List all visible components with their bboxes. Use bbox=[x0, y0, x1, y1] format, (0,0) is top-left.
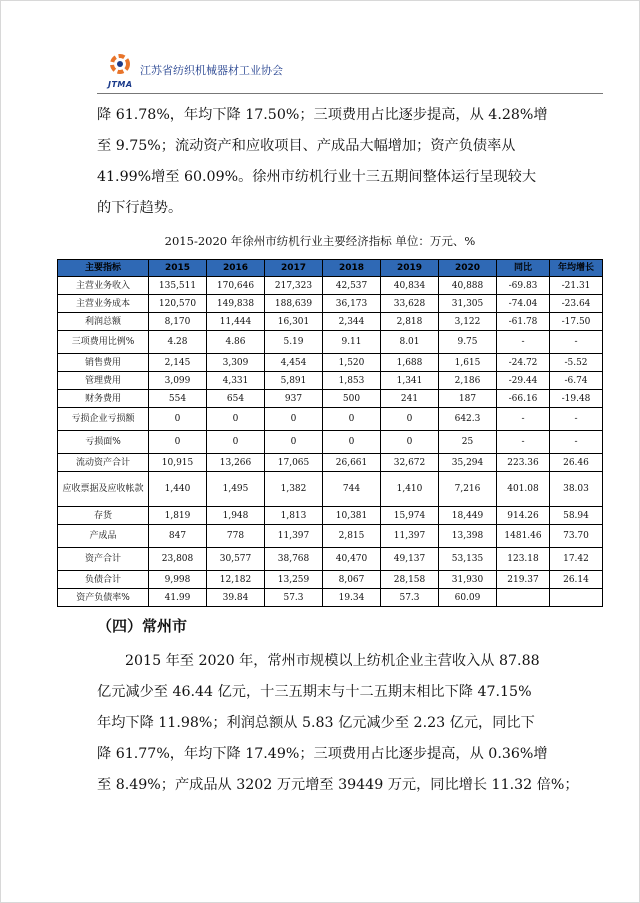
table-cell: 41.99 bbox=[149, 589, 207, 607]
table-cell: 36,173 bbox=[323, 295, 381, 313]
table-cell: - bbox=[497, 331, 550, 354]
table-row bbox=[58, 507, 603, 525]
table-cell: 2,815 bbox=[323, 525, 381, 548]
row-label-cell: 流动资产合计 bbox=[58, 454, 149, 472]
paragraph-xuzhou-summary bbox=[97, 100, 617, 224]
header-divider bbox=[97, 93, 603, 94]
row-label-cell: 存货 bbox=[58, 507, 149, 525]
table-cell: 10,915 bbox=[149, 454, 207, 472]
table-cell: 42,537 bbox=[323, 277, 381, 295]
table-cell: -19.48 bbox=[550, 390, 603, 408]
table-cell: -74.04 bbox=[497, 295, 550, 313]
table-cell: 1,813 bbox=[265, 507, 323, 525]
table-cell: 13,266 bbox=[207, 454, 265, 472]
table-cell: - bbox=[497, 431, 550, 454]
section-heading-changzhou: （四）常州市 bbox=[97, 617, 188, 635]
table-cell: 3,309 bbox=[207, 354, 265, 372]
table-cell: 4.86 bbox=[207, 331, 265, 354]
paragraph-line: 2015 年至 2020 年，常州市规模以上纺机企业主营收入从 87.88 bbox=[125, 653, 540, 669]
row-label-cell: 产成品 bbox=[58, 525, 149, 548]
table-cell: 149,838 bbox=[207, 295, 265, 313]
table-cell: 17.42 bbox=[550, 548, 603, 571]
table-cell: 188,639 bbox=[265, 295, 323, 313]
table-cell: 2,186 bbox=[439, 372, 497, 390]
table-cell: 135,511 bbox=[149, 277, 207, 295]
row-label-cell: 亏损面% bbox=[58, 431, 149, 454]
table-cell: 1,853 bbox=[323, 372, 381, 390]
row-label-cell: 利润总额 bbox=[58, 313, 149, 331]
table-row bbox=[58, 390, 603, 408]
row-label-cell: 主营业务成本 bbox=[58, 295, 149, 313]
table-cell: 8,067 bbox=[323, 571, 381, 589]
table-cell: 73.70 bbox=[550, 525, 603, 548]
table-cell: 3,122 bbox=[439, 313, 497, 331]
table-cell bbox=[550, 589, 603, 607]
table-cell: -21.31 bbox=[550, 277, 603, 295]
table-cell: 5.19 bbox=[265, 331, 323, 354]
row-label-cell: 销售费用 bbox=[58, 354, 149, 372]
table-cell: -29.44 bbox=[497, 372, 550, 390]
column-header: 2015 bbox=[149, 260, 207, 277]
table-cell: 1481.46 bbox=[497, 525, 550, 548]
row-label-cell: 资产负债率% bbox=[58, 589, 149, 607]
table-cell: 0 bbox=[381, 408, 439, 431]
table-cell: 7,216 bbox=[439, 472, 497, 507]
row-label-cell: 主营业务收入 bbox=[58, 277, 149, 295]
logo-text: JTMA bbox=[108, 80, 133, 89]
table-cell: 11,444 bbox=[207, 313, 265, 331]
table-row bbox=[58, 589, 603, 607]
table-cell: 654 bbox=[207, 390, 265, 408]
paragraph-line: 亿元减少至 46.44 亿元，十三五期末与十二五期末相比下降 47.15% bbox=[97, 684, 532, 700]
table-cell: 0 bbox=[323, 431, 381, 454]
row-label-cell: 管理费用 bbox=[58, 372, 149, 390]
table-cell: 2,145 bbox=[149, 354, 207, 372]
table-cell: 9.75 bbox=[439, 331, 497, 354]
table-cell: -24.72 bbox=[497, 354, 550, 372]
table-cell: 33,628 bbox=[381, 295, 439, 313]
row-label-cell: 应收票据及应收帐款 bbox=[58, 472, 149, 507]
table-cell: 32,672 bbox=[381, 454, 439, 472]
row-label-cell: 财务费用 bbox=[58, 390, 149, 408]
table-cell: 847 bbox=[149, 525, 207, 548]
table-row bbox=[58, 548, 603, 571]
table-cell: 26.46 bbox=[550, 454, 603, 472]
table-cell: 58.94 bbox=[550, 507, 603, 525]
table-cell: 1,440 bbox=[149, 472, 207, 507]
table-cell: 1,948 bbox=[207, 507, 265, 525]
table-cell: 642.3 bbox=[439, 408, 497, 431]
table-cell: -6.74 bbox=[550, 372, 603, 390]
paragraph-line: 的下行趋势。 bbox=[97, 200, 183, 216]
table-cell: 57.3 bbox=[265, 589, 323, 607]
table-cell: 914.26 bbox=[497, 507, 550, 525]
table-cell: 500 bbox=[323, 390, 381, 408]
table-row bbox=[58, 372, 603, 390]
table-cell: 217,323 bbox=[265, 277, 323, 295]
table-cell: 0 bbox=[149, 431, 207, 454]
table-cell: 28,158 bbox=[381, 571, 439, 589]
table-cell: 1,495 bbox=[207, 472, 265, 507]
paragraph-changzhou-summary bbox=[97, 646, 617, 801]
table-body bbox=[58, 277, 603, 607]
table-cell: 26,661 bbox=[323, 454, 381, 472]
table-cell: 39.84 bbox=[207, 589, 265, 607]
column-header: 2018 bbox=[323, 260, 381, 277]
table-cell: 219.37 bbox=[497, 571, 550, 589]
table-cell: 1,382 bbox=[265, 472, 323, 507]
table-cell: 223.36 bbox=[497, 454, 550, 472]
column-header: 同比 bbox=[497, 260, 550, 277]
table-cell: -61.78 bbox=[497, 313, 550, 331]
table-cell: 19.34 bbox=[323, 589, 381, 607]
table-cell: 744 bbox=[323, 472, 381, 507]
table-row bbox=[58, 454, 603, 472]
table-cell: 554 bbox=[149, 390, 207, 408]
table-cell: - bbox=[550, 331, 603, 354]
table-cell: 40,470 bbox=[323, 548, 381, 571]
table-caption: 2015-2020 年徐州市纺机行业主要经济指标 单位：万元、% bbox=[164, 234, 476, 248]
table-cell: 0 bbox=[207, 431, 265, 454]
table-cell: 49,137 bbox=[381, 548, 439, 571]
table-row bbox=[58, 354, 603, 372]
paragraph-line: 年均下降 11.98%；利润总额从 5.83 亿元减少至 2.23 亿元，同比下 bbox=[97, 715, 535, 731]
table-cell: 35,294 bbox=[439, 454, 497, 472]
table-cell: - bbox=[550, 408, 603, 431]
table-cell: -66.16 bbox=[497, 390, 550, 408]
table-cell: 0 bbox=[265, 408, 323, 431]
table-cell: 60.09 bbox=[439, 589, 497, 607]
table-cell: 40,888 bbox=[439, 277, 497, 295]
table-row bbox=[58, 331, 603, 354]
paragraph-line: 降 61.77%，年均下降 17.49%；三项费用占比逐步提高，从 0.36%增 bbox=[97, 746, 548, 762]
column-header: 2019 bbox=[381, 260, 439, 277]
table-cell: 0 bbox=[323, 408, 381, 431]
table-cell: 17,065 bbox=[265, 454, 323, 472]
table-row bbox=[58, 472, 603, 507]
table-cell: 170,646 bbox=[207, 277, 265, 295]
table-cell: 0 bbox=[381, 431, 439, 454]
column-header: 2016 bbox=[207, 260, 265, 277]
table-cell: 1,410 bbox=[381, 472, 439, 507]
table-cell: 123.18 bbox=[497, 548, 550, 571]
table-cell: 3,099 bbox=[149, 372, 207, 390]
table-cell: -5.52 bbox=[550, 354, 603, 372]
table-cell: 11,397 bbox=[381, 525, 439, 548]
row-label-cell: 负债合计 bbox=[58, 571, 149, 589]
table-cell: 15,974 bbox=[381, 507, 439, 525]
table-row bbox=[58, 295, 603, 313]
table-row bbox=[58, 571, 603, 589]
table-cell: 1,520 bbox=[323, 354, 381, 372]
table-cell: 11,397 bbox=[265, 525, 323, 548]
table-cell: 16,301 bbox=[265, 313, 323, 331]
table-cell: - bbox=[497, 408, 550, 431]
table-cell: 0 bbox=[149, 408, 207, 431]
table-row bbox=[58, 525, 603, 548]
table-cell: 5,891 bbox=[265, 372, 323, 390]
paragraph-line: 降 61.78%，年均下降 17.50%；三项费用占比逐步提高，从 4.28%增 bbox=[97, 107, 548, 123]
table-cell: 38.03 bbox=[550, 472, 603, 507]
table-cell: -69.83 bbox=[497, 277, 550, 295]
paragraph-line: 41.99%增至 60.09%。徐州市纺机行业十三五期间整体运行呈现较大 bbox=[97, 169, 537, 185]
table-cell: 778 bbox=[207, 525, 265, 548]
table-cell: 9.11 bbox=[323, 331, 381, 354]
table-cell: 187 bbox=[439, 390, 497, 408]
table-cell: 30,577 bbox=[207, 548, 265, 571]
table-cell: -23.64 bbox=[550, 295, 603, 313]
table-cell: 401.08 bbox=[497, 472, 550, 507]
table-cell: 2,818 bbox=[381, 313, 439, 331]
table-cell: 8,170 bbox=[149, 313, 207, 331]
table-cell: 18,449 bbox=[439, 507, 497, 525]
table-cell: 0 bbox=[265, 431, 323, 454]
table-cell: 1,819 bbox=[149, 507, 207, 525]
table-cell: 4.28 bbox=[149, 331, 207, 354]
column-header: 主要指标 bbox=[58, 260, 149, 277]
table-cell: 25 bbox=[439, 431, 497, 454]
table-cell: 57.3 bbox=[381, 589, 439, 607]
table-cell: 241 bbox=[381, 390, 439, 408]
table-cell: 31,305 bbox=[439, 295, 497, 313]
table-cell: 2,344 bbox=[323, 313, 381, 331]
row-label-cell: 资产合计 bbox=[58, 548, 149, 571]
table-cell: 53,135 bbox=[439, 548, 497, 571]
table-cell: 23,808 bbox=[149, 548, 207, 571]
table-cell: 1,341 bbox=[381, 372, 439, 390]
table-cell: 13,398 bbox=[439, 525, 497, 548]
table-cell: 12,182 bbox=[207, 571, 265, 589]
table-cell: 40,834 bbox=[381, 277, 439, 295]
column-header: 2020 bbox=[439, 260, 497, 277]
column-header: 2017 bbox=[265, 260, 323, 277]
economic-indicators-table bbox=[57, 259, 603, 607]
table-cell: 38,768 bbox=[265, 548, 323, 571]
table-row bbox=[58, 408, 603, 431]
row-label-cell: 亏损企业亏损额 bbox=[58, 408, 149, 431]
table-cell: 13,259 bbox=[265, 571, 323, 589]
column-header: 年均增长 bbox=[550, 260, 603, 277]
table-cell: 0 bbox=[207, 408, 265, 431]
table-cell: 8.01 bbox=[381, 331, 439, 354]
paragraph-line: 至 8.49%；产成品从 3202 万元增至 39449 万元，同比增长 11.32 倍%； bbox=[97, 777, 579, 793]
table-cell: 4,454 bbox=[265, 354, 323, 372]
table-cell: 9,998 bbox=[149, 571, 207, 589]
table-cell: -17.50 bbox=[550, 313, 603, 331]
table-row bbox=[58, 431, 603, 454]
organization-name: 江苏省纺织机械器材工业协会 bbox=[140, 64, 283, 77]
table-header-row bbox=[58, 260, 603, 277]
table-cell: 26.14 bbox=[550, 571, 603, 589]
table-cell: 120,570 bbox=[149, 295, 207, 313]
table-cell bbox=[497, 589, 550, 607]
row-label-cell: 三项费用比例% bbox=[58, 331, 149, 354]
table-row bbox=[58, 313, 603, 331]
table-cell: - bbox=[550, 431, 603, 454]
table-cell: 10,381 bbox=[323, 507, 381, 525]
table-cell: 4,331 bbox=[207, 372, 265, 390]
table-cell: 937 bbox=[265, 390, 323, 408]
table-row bbox=[58, 277, 603, 295]
paragraph-line: 至 9.75%；流动资产和应收项目、产成品大幅增加；资产负债率从 bbox=[97, 138, 516, 154]
table-cell: 31,930 bbox=[439, 571, 497, 589]
table-cell: 1,615 bbox=[439, 354, 497, 372]
table-cell: 1,688 bbox=[381, 354, 439, 372]
